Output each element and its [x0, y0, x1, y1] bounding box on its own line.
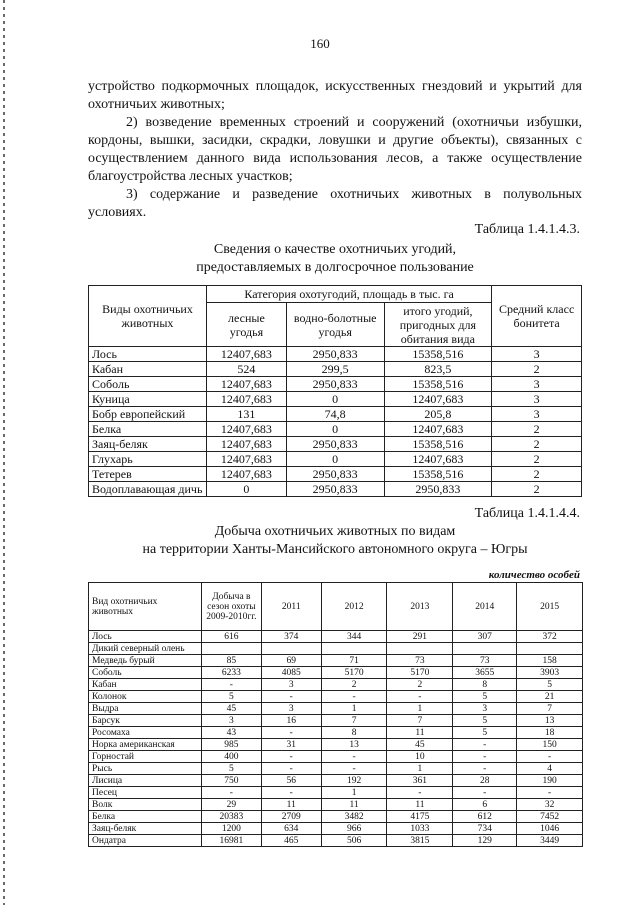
value-cell: -	[321, 691, 387, 703]
value-cell: 1200	[201, 823, 261, 835]
species-name-cell: Тетерев	[89, 467, 207, 482]
value-cell: 3	[492, 377, 582, 392]
value-cell: 12407,683	[206, 347, 286, 362]
value-cell: 750	[201, 775, 261, 787]
paragraph-1: устройство подкормочных площадок, искусственных гнездовий и укрытий для охотничьих животных;	[88, 79, 582, 112]
table1-title-line2: предоставляемых в долгосрочное пользование	[196, 260, 474, 275]
paragraph-2: 2) возведение временных строений и сооружений (охотничьи избушки, кордоны, вышки, засидки, скрадки, ловушки и другие объекты), связанных с осуществлением данного вида использования лесов, а также осуществление благоустройства лесных участков;	[88, 115, 582, 184]
value-cell: 6	[453, 799, 517, 811]
value-cell: -	[201, 787, 261, 799]
value-cell: 13	[517, 715, 583, 727]
species-name-cell: Глухарь	[89, 452, 207, 467]
value-cell: 192	[321, 775, 387, 787]
value-cell: -	[453, 787, 517, 799]
value-cell: 21	[517, 691, 583, 703]
t2-header-season: Добыча в сезон охоты 2009-2010гг.	[201, 583, 261, 631]
harvest-by-species-table	[88, 582, 583, 847]
table2-units: количество особей	[488, 569, 580, 581]
value-cell: 1033	[387, 823, 453, 835]
paragraph-3: 3) содержание и разведение охотничьих животных в полувольных условиях.	[88, 187, 582, 220]
value-cell: 7	[387, 715, 453, 727]
value-cell	[453, 643, 517, 655]
value-cell: 56	[261, 775, 321, 787]
value-cell: 5170	[387, 667, 453, 679]
table2-title	[88, 523, 582, 559]
value-cell: 15358,516	[384, 347, 492, 362]
table-row	[89, 362, 582, 377]
species-name-cell: Лисица	[89, 775, 202, 787]
table-row	[89, 703, 583, 715]
table1-title-line1: Сведения о качестве охотничьих угодий,	[213, 242, 457, 257]
t2-header-year: 2014	[453, 583, 517, 631]
value-cell: 3	[492, 347, 582, 362]
value-cell: -	[453, 751, 517, 763]
table-row	[89, 347, 582, 362]
value-cell: 2	[492, 452, 582, 467]
species-name-cell: Выдра	[89, 703, 202, 715]
value-cell: 8	[453, 679, 517, 691]
value-cell: -	[453, 739, 517, 751]
table-row	[89, 437, 582, 452]
value-cell: 5	[201, 763, 261, 775]
t2-body	[89, 631, 583, 847]
table-row	[89, 467, 582, 482]
value-cell: 2950,833	[286, 467, 384, 482]
value-cell: 12407,683	[206, 392, 286, 407]
table-row	[89, 452, 582, 467]
value-cell	[321, 643, 387, 655]
value-cell: 4175	[387, 811, 453, 823]
value-cell: -	[321, 751, 387, 763]
value-cell: 5	[453, 727, 517, 739]
t1-header-total: итого угодий, пригодных для обитания вида	[384, 303, 492, 347]
value-cell: 29	[201, 799, 261, 811]
value-cell: 299,5	[286, 362, 384, 377]
value-cell: 18	[517, 727, 583, 739]
species-name-cell: Заяц-беляк	[89, 823, 202, 835]
value-cell: 5	[453, 715, 517, 727]
value-cell: 1	[387, 703, 453, 715]
value-cell: 506	[321, 835, 387, 847]
value-cell: 0	[206, 482, 286, 497]
scan-edge	[3, 0, 5, 905]
value-cell: 3	[492, 392, 582, 407]
table-row	[89, 407, 582, 422]
value-cell: 3655	[453, 667, 517, 679]
value-cell: 45	[387, 739, 453, 751]
value-cell: 985	[201, 739, 261, 751]
table-row	[89, 763, 583, 775]
value-cell: 12407,683	[384, 452, 492, 467]
species-name-cell: Песец	[89, 787, 202, 799]
table-row	[89, 377, 582, 392]
value-cell: 11	[321, 799, 387, 811]
table-row	[89, 679, 583, 691]
value-cell: 2	[492, 467, 582, 482]
value-cell: 3449	[517, 835, 583, 847]
value-cell: 73	[453, 655, 517, 667]
table-row	[89, 631, 583, 643]
value-cell: 12407,683	[206, 377, 286, 392]
species-name-cell: Норка американская	[89, 739, 202, 751]
table-row	[89, 392, 582, 407]
value-cell: 0	[286, 422, 384, 437]
t1-header-forest: лесные угодья	[206, 303, 286, 347]
value-cell: 612	[453, 811, 517, 823]
table1-title	[88, 241, 582, 277]
value-cell: 2950,833	[286, 377, 384, 392]
value-cell: 15358,516	[384, 437, 492, 452]
value-cell: 524	[206, 362, 286, 377]
value-cell: 12407,683	[384, 392, 492, 407]
value-cell: 2	[492, 362, 582, 377]
value-cell: 3	[453, 703, 517, 715]
value-cell: -	[321, 763, 387, 775]
value-cell: 12407,683	[206, 467, 286, 482]
species-name-cell: Рысь	[89, 763, 202, 775]
value-cell	[201, 643, 261, 655]
table2-title-line2: на территории Ханты-Мансийского автономного округа – Югры	[142, 542, 528, 557]
value-cell: 28	[453, 775, 517, 787]
value-cell: 823,5	[384, 362, 492, 377]
species-name-cell: Кабан	[89, 679, 202, 691]
value-cell: 11	[387, 727, 453, 739]
value-cell: 32	[517, 799, 583, 811]
value-cell: 3	[201, 715, 261, 727]
value-cell: 13	[321, 739, 387, 751]
species-name-cell: Ондатра	[89, 835, 202, 847]
value-cell: -	[201, 679, 261, 691]
t1-header-swamp: водно-болотные угодья	[286, 303, 384, 347]
value-cell: 6233	[201, 667, 261, 679]
t1-header-species: Виды охотничьих животных	[89, 286, 207, 347]
species-name-cell: Соболь	[89, 377, 207, 392]
value-cell: 361	[387, 775, 453, 787]
value-cell: 1046	[517, 823, 583, 835]
value-cell: 7	[517, 703, 583, 715]
table-row	[89, 482, 582, 497]
species-name-cell: Лось	[89, 631, 202, 643]
value-cell: 74,8	[286, 407, 384, 422]
value-cell: 150	[517, 739, 583, 751]
species-name-cell: Барсук	[89, 715, 202, 727]
value-cell: 2709	[261, 811, 321, 823]
table1-label: Таблица 1.4.1.4.3.	[474, 222, 580, 237]
t1-header-class: Средний класс бонитета	[492, 286, 582, 347]
value-cell: 2	[492, 422, 582, 437]
species-name-cell: Росомаха	[89, 727, 202, 739]
value-cell: 2950,833	[286, 347, 384, 362]
value-cell: 1	[321, 787, 387, 799]
t1-body	[89, 347, 582, 497]
value-cell: 43	[201, 727, 261, 739]
table-row	[89, 811, 583, 823]
value-cell: 12407,683	[206, 422, 286, 437]
value-cell: 15358,516	[384, 377, 492, 392]
value-cell: 15358,516	[384, 467, 492, 482]
species-name-cell: Куница	[89, 392, 207, 407]
value-cell: 372	[517, 631, 583, 643]
value-cell: 45	[201, 703, 261, 715]
value-cell: 0	[286, 452, 384, 467]
species-name-cell: Белка	[89, 422, 207, 437]
species-name-cell: Соболь	[89, 667, 202, 679]
value-cell: 11	[387, 799, 453, 811]
value-cell: 3815	[387, 835, 453, 847]
value-cell: 205,8	[384, 407, 492, 422]
table-row	[89, 715, 583, 727]
value-cell: 344	[321, 631, 387, 643]
value-cell: 71	[321, 655, 387, 667]
table-row	[89, 727, 583, 739]
value-cell: 616	[201, 631, 261, 643]
value-cell: 20383	[201, 811, 261, 823]
value-cell: 2950,833	[384, 482, 492, 497]
value-cell: 734	[453, 823, 517, 835]
value-cell: 4	[517, 763, 583, 775]
table-row	[89, 655, 583, 667]
value-cell: 16981	[201, 835, 261, 847]
value-cell: 3	[261, 703, 321, 715]
value-cell: 966	[321, 823, 387, 835]
species-name-cell: Волк	[89, 799, 202, 811]
value-cell: 158	[517, 655, 583, 667]
value-cell: -	[261, 751, 321, 763]
value-cell: -	[261, 763, 321, 775]
value-cell	[261, 643, 321, 655]
value-cell: -	[261, 727, 321, 739]
value-cell: 2950,833	[286, 482, 384, 497]
value-cell: -	[517, 751, 583, 763]
table-row	[89, 835, 583, 847]
table2-title-line1: Добыча охотничьих животных по видам	[214, 524, 456, 539]
value-cell: 291	[387, 631, 453, 643]
t2-header-year: 2015	[517, 583, 583, 631]
value-cell: 2	[387, 679, 453, 691]
table-row	[89, 422, 582, 437]
value-cell: 10	[387, 751, 453, 763]
species-name-cell: Бобр европейский	[89, 407, 207, 422]
value-cell: 12407,683	[206, 452, 286, 467]
value-cell: 5	[517, 679, 583, 691]
t2-header-year: 2013	[387, 583, 453, 631]
value-cell: 8	[321, 727, 387, 739]
table-row	[89, 691, 583, 703]
species-name-cell: Заяц-беляк	[89, 437, 207, 452]
species-name-cell: Белка	[89, 811, 202, 823]
value-cell: 374	[261, 631, 321, 643]
value-cell: 400	[201, 751, 261, 763]
table-row	[89, 667, 583, 679]
value-cell: 465	[261, 835, 321, 847]
value-cell: 11	[261, 799, 321, 811]
species-name-cell: Водоплавающая дичь	[89, 482, 207, 497]
table-row	[89, 787, 583, 799]
value-cell: 1	[387, 763, 453, 775]
table-row	[89, 751, 583, 763]
value-cell: 5	[453, 691, 517, 703]
table-row	[89, 739, 583, 751]
value-cell: 3903	[517, 667, 583, 679]
value-cell: 7452	[517, 811, 583, 823]
value-cell: 2950,833	[286, 437, 384, 452]
value-cell	[517, 643, 583, 655]
value-cell: -	[261, 787, 321, 799]
value-cell: 129	[453, 835, 517, 847]
value-cell: 5	[201, 691, 261, 703]
value-cell: 7	[321, 715, 387, 727]
t1-header-category: Категория охотугодий, площадь в тыс. га	[206, 286, 491, 303]
value-cell: -	[387, 787, 453, 799]
hunting-grounds-quality-table	[88, 285, 582, 497]
value-cell: 3	[261, 679, 321, 691]
species-name-cell: Колонок	[89, 691, 202, 703]
table-row	[89, 799, 583, 811]
value-cell: 16	[261, 715, 321, 727]
value-cell: -	[453, 763, 517, 775]
t2-header-species: Вид охотничьих животных	[89, 583, 202, 631]
value-cell: -	[261, 691, 321, 703]
value-cell: 31	[261, 739, 321, 751]
table-row	[89, 643, 583, 655]
species-name-cell: Медведь бурый	[89, 655, 202, 667]
species-name-cell: Дикий северный олень	[89, 643, 202, 655]
table-row	[89, 775, 583, 787]
value-cell: 0	[286, 392, 384, 407]
table-row	[89, 823, 583, 835]
value-cell: 2	[492, 482, 582, 497]
value-cell: 5170	[321, 667, 387, 679]
value-cell: 190	[517, 775, 583, 787]
value-cell	[387, 643, 453, 655]
value-cell: 73	[387, 655, 453, 667]
value-cell: 12407,683	[384, 422, 492, 437]
value-cell: 2	[321, 679, 387, 691]
value-cell: 12407,683	[206, 437, 286, 452]
t2-header-year: 2011	[261, 583, 321, 631]
value-cell: 307	[453, 631, 517, 643]
value-cell: 3	[492, 407, 582, 422]
page-number: 160	[310, 36, 330, 51]
value-cell: 3482	[321, 811, 387, 823]
value-cell: 4085	[261, 667, 321, 679]
value-cell: 85	[201, 655, 261, 667]
species-name-cell: Горностай	[89, 751, 202, 763]
value-cell: -	[517, 787, 583, 799]
value-cell: 634	[261, 823, 321, 835]
value-cell: -	[387, 691, 453, 703]
t2-header-year: 2012	[321, 583, 387, 631]
species-name-cell: Кабан	[89, 362, 207, 377]
species-name-cell: Лось	[89, 347, 207, 362]
value-cell: 131	[206, 407, 286, 422]
value-cell: 2	[492, 437, 582, 452]
value-cell: 69	[261, 655, 321, 667]
table2-label: Таблица 1.4.1.4.4.	[474, 506, 580, 521]
value-cell: 1	[321, 703, 387, 715]
